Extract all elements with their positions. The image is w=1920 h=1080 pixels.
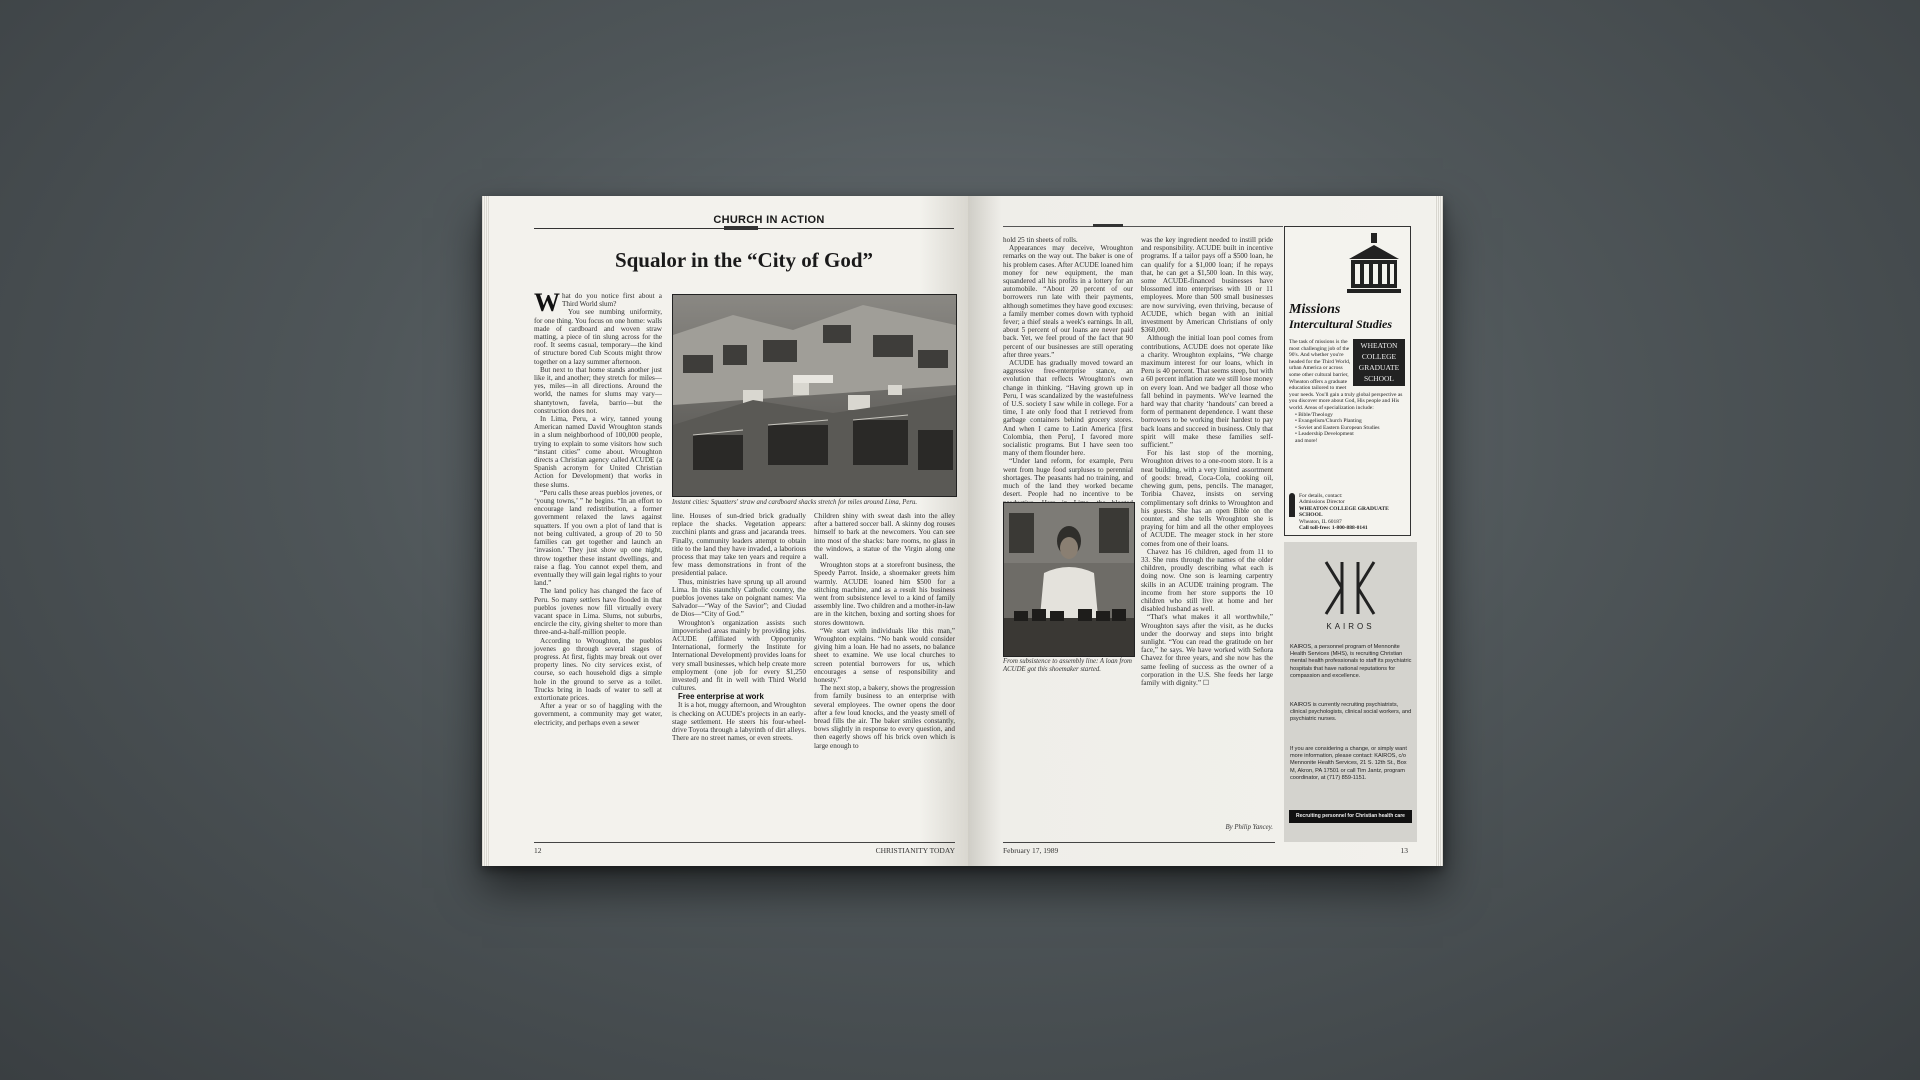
right-footer-rule xyxy=(1003,842,1275,843)
page-number-left: 12 xyxy=(534,846,542,855)
wheaton-areas: • Bible/Theology • Evangelism/Church Planting • Soviet and Eastern European Studies • Leadership Development and more! xyxy=(1295,411,1380,444)
section-kicker: CHURCH IN ACTION xyxy=(713,214,825,226)
body-paragraph: “Peru calls these areas pueblos jovenes, or ‘young towns,’ ” he begins. “In an effort to encourage land redistribution, a former government relaxed the laws against squatters. If you own a plot of land that is not being cultivated, a group of 20 to 50 families can get together and launch an ‘invasion.’ They just show up one night, throw together these instant dwellings, and raise a flag. You cannot expel them, and eventually they will gain legal rights to your land.” xyxy=(534,488,662,588)
body-paragraph: “We start with individuals like this man,” Wroughton explains. “No bank would consider giving him a loan. He had no assets, no balance sheet to examine. We use local churches to screen potential borrowers for us, which encourages a sense of responsibility and honesty.” xyxy=(814,626,955,685)
right-top-rule xyxy=(1003,226,1283,227)
subhead: Free enterprise at work xyxy=(678,692,764,702)
body-paragraph: “That's what makes it all worthwhile,” Wroughton says after the visit, as he ducks under the doorway and steps into bright sunlight. “You can read the gratitude on her face,” he says. We have worked with Señora Chavez for three years, and she now has the same feeling of success as the owner of a corporation in the U.S. She feeds her large family with dignity.” ☐ xyxy=(1141,613,1273,687)
slum-photo xyxy=(672,294,957,497)
right-top-bar xyxy=(1093,224,1123,227)
left-page xyxy=(482,196,968,866)
page-number-right: 13 xyxy=(1400,846,1408,855)
college-building-icon xyxy=(1345,233,1403,299)
body-paragraph: Wroughton's organization assists such impoverished areas mainly by providing jobs. ACUDE (affiliated with Opportunity International, formerly the Institute for International Development) provides loans for very small businesses, which help create more employment (one job for every $1,250 invested) and fit in well with Third World cultures. xyxy=(672,618,806,693)
wheaton-contact: For details, contact: Admissions Director WHEATON COLLEGE GRADUATE SCHOOL Wheaton, IL 60187 Call toll-free: 1-800-888-0141 xyxy=(1289,493,1407,531)
kairos-tagline-bar: Recruiting personnel for Christian health care xyxy=(1289,810,1412,823)
magazine-spread xyxy=(482,196,1443,866)
magazine-title: CHRISTIANITY TODAY xyxy=(875,846,955,855)
drop-cap: W xyxy=(534,288,560,317)
wheaton-logo-block: WHEATON COLLEGE GRADUATE SCHOOL xyxy=(1353,339,1405,386)
body-paragraph: Appearances may deceive, Wroughton remarks on the way out. The baker is one of his problem cases. After ACUDE loaned him money for new equipment, the man squandered all his profits in a lottery for an automobile. “About 20 percent of our borrowers run late with their payments, although sometimes they have good excuses: a family member comes down with typhoid fever; a thief steals a week's earnings. In all, about 5 percent of our loans are never paid back. Yet, we feel proud of the fact that 90 percent of our businesses are still operating after three years.” xyxy=(1003,244,1133,359)
article-headline: Squalor in the “City of God” xyxy=(614,248,874,272)
body-paragraph: “Under land reform, for example, Peru went from huge food surpluses to perennial shortages. The peasants had no training, and much of the land they worked became desert. People had no incentive to be xyxy=(1003,457,1133,499)
right-column-1 xyxy=(1003,236,1133,498)
shoemaker-photo-caption: From subsistence to assembly line: A loan from ACUDE got this shoemaker started. xyxy=(1003,658,1132,673)
body-paragraph: The land policy has changed the face of Peru. So many settlers have flooded in that pueblos jovenes now fill virtually every vacant space in Lima. Slums, not suburbs, encircle the city, giving shelter to more than three-and-a-half-million people. xyxy=(534,587,662,637)
left-column-3 xyxy=(814,512,955,834)
body-paragraph: ACUDE has gradually moved toward an aggressive free-enterprise stance, an evolution that reflects Wroughton's own change in thinking. “Having grown up in Peru, I was scandalized by the wastefulness of U.S. society I saw while in college. For a time, I ate only food that I retrieved from garbage containers behind grocery stores. And when I came to Latin America [first Colombia, then Peru], I favored more socialistic programs. But I have seen too many of them flounder here. xyxy=(1003,359,1133,458)
kairos-paragraph-1: KAIROS, a personnel program of Mennonite Health Services (MHS), is recruiting Christian mental health professionals to staff its psychiatric hospitals that have national reputations for compassion and excellence. xyxy=(1290,644,1412,679)
body-paragraph: Thus, ministries have sprung up all around Lima. In this staunchly Catholic country, the pueblos jovenes take on poignant names: Via Salvador—“Way of the Savior”; and Ciudad de Dios—“City of God.” xyxy=(672,577,806,619)
shoemaker-photo-image xyxy=(1004,503,1134,656)
left-column-2 xyxy=(672,512,806,834)
shoemaker-photo xyxy=(1003,502,1135,657)
body-paragraph: Chavez has 16 children, aged from 11 to 33. She runs through the names of the older children, proudly describing what each is doing now. One son is learning carpentry skills in an ACUDE training program. The income from her store supports the 10 children who still live at home and her disabled husband as well. xyxy=(1141,547,1273,614)
body-paragraph: Children shiny with sweat dash into the alley after a battered soccer ball. A skinny dog rouses himself to bark at the newcomers. You can see into most of the shacks: bare rooms, no glass in the windows, a statue of the Virgin along one wall. xyxy=(814,512,955,562)
kairos-paragraph-3: If you are considering a change, or simply want more information, please contact: KAIROS, c/o Mennonite Health Services, 21 S. 12th St., Box M, Akron, PA 17501 or call Tim Jantz, program coordinator, at (717) 859-1151. xyxy=(1290,746,1407,781)
kairos-ad xyxy=(1284,542,1417,842)
body-paragraph: Wroughton stops at a storefront business, the Speedy Parrot. Inside, a shoemaker greets him warmly. ACUDE loaned him $500 for a stitching machine, and as a result his business went from subsistence level to a kind of family assembly line. Two children and a mother-in-law are in the kitchen, boxing and sorting shoes for stores downtown. xyxy=(814,561,955,627)
wheaton-ad xyxy=(1284,226,1411,536)
slum-photo-caption: Instant cities: Squatters' straw and cardboard shacks stretch for miles around Lima, Peru. xyxy=(672,499,918,506)
left-footer-rule xyxy=(534,842,955,843)
left-column-1 xyxy=(534,288,662,832)
body-paragraph: Although the initial loan pool comes from contributions, ACUDE does not operate like a charity. Wroughton explains, “We charge maximum interest for our loans, which in Peru is 40 percent. That seems steep, but with a 60 percent inflation rate we still lose money on every loan. And we badger all those who fall behind in payments. We've learned the hard way that charity ‘handouts’ can breed a form of permanent dependence. I want these borrowers to be working their hardest to pay back loans and succeed in business. Only that spirit will make these families self-sufficient.” xyxy=(1141,334,1273,450)
person-icon xyxy=(1289,493,1295,517)
right-column-2 xyxy=(1141,236,1273,816)
body-paragraph: line. Houses of sun-dried brick gradually replace the shacks. Vegetation appears: zucchini plants and grass and jacaranda trees. Finally, community leaders attempt to obtain title to the land they have invaded, a laborious process that may take ten years and require a few mass demonstrations in front of the presidential palace. xyxy=(672,512,806,578)
body-paragraph: was the key ingredient needed to instill pride and responsibility. ACUDE built in incentive programs. If a tailor pays off a $500 loan, he can qualify for a $1,000 loan; if he repays that, he can get a $1,500 loan. In this way, some ACUDE-financed businesses have blossomed into enterprises with 10 or 11 employees. More than 500 small businesses are now surviving, even thriving, because of ACUDE, which began with an initial investment by American Christians of only $360,000. xyxy=(1141,236,1273,335)
kairos-paragraph-2: KAIROS is currently recruiting psychiatrists, clinical psychologists, clinical social workers, and psychiatric nurses. xyxy=(1290,702,1412,723)
kairos-logo-icon xyxy=(1320,560,1380,616)
body-paragraph: For his last stop of the morning, Wroughton drives to a one-room store. It is a neat building, with a very limited assortment of goods: bread, Coca-Cola, cooking oil, chewing gum, pens, pencils. The manager, Toribia Chavez, insists on serving complimentary soft drinks to Wroughton and his guests. She has an open Bible on the counter, and she tells Wroughton she is praying for him and all the other employees of ACUDE. The meager stock in her store comes from one of their loans. xyxy=(1141,449,1273,548)
byline: By Philip Yancey. xyxy=(1225,824,1273,831)
body-paragraph: After a year or so of haggling with the government, a community may get water, electricity, and perhaps even a sewer xyxy=(534,702,662,727)
kicker-bar xyxy=(724,226,758,230)
body-paragraph: The next stop, a bakery, shows the progression from family business to an enterprise with several employees. The owner opens the door after a few loud knocks, and the yeasty smell of bread fills the air. The baker smiles constantly, bows slightly in response to every question, and then eagerly shows off his brick oven which is large enough to xyxy=(814,684,955,750)
body-paragraph: hold 25 tin sheets of rolls. xyxy=(1003,236,1078,244)
body-paragraph: According to Wroughton, the pueblos jovenes go through several stages of progress. At first, fights may break out over property lines. No city services exist, of course, so each household digs a simple hole in the ground to serve as a toilet. Trucks bring in loads of water to sell at extortionate prices. xyxy=(534,636,662,702)
body-paragraph: It is a hot, muggy afternoon, and Wroughton is checking on ACUDE's projects in an early-stage settlement. He steers his four-wheel-drive Toyota through a labyrinth of dirt alleys. There are no street names, or even streets. xyxy=(672,701,806,743)
body-paragraph: You see numbing uniformity, for one thing. You focus on one home: walls made of cardboard and woven straw matting, a piece of tin slung across for the roof. It seems casual, temporary—the kind of structure bored Cub Scouts might throw together on a lazy summer afternoon. xyxy=(534,308,662,366)
logo-spacer xyxy=(1351,339,1407,387)
issue-date: February 17, 1989 xyxy=(1003,846,1059,855)
kairos-logo-text: KAIROS xyxy=(1326,622,1375,631)
wheaton-ad-title: Missions Intercultural Studies xyxy=(1289,302,1393,331)
body-paragraph: In Lima, Peru, a wiry, tanned young American named David Wroughton stands in a slum neighborhood of 100,000 people, trying to explain to some visitors how such “instant cities” come about. Wroughton directs a Christian agency called ACUDE (a Spanish acronym for United Christian Action for Development) that works in these slums. xyxy=(534,415,662,489)
wheaton-ad-body: The task of missions is the most challenging job of the 90's. And whether you're headed for the Third World, urban America or across some other cultural barrier, Wheaton offers a graduate education tailored to meet your needs. You'll gain a truly global perspective as you discover more about God, His people and His world. Areas of specialization include: • Bible/Theology • Evangelism/Church Planting • Soviet and Eastern European Studies • Leadership Development and more! xyxy=(1289,339,1407,445)
right-page xyxy=(968,196,1443,866)
slum-photo-image xyxy=(673,295,956,496)
lead-paragraph: What do you notice first about a Third World slum? xyxy=(534,288,662,317)
body-paragraph: But next to that home stands another just like it, and another; they stretch for miles—yes, miles—in all directions. Around the world, the names for slums may vary—shantytown, favela, barrio—but the construction does not. xyxy=(534,365,662,415)
